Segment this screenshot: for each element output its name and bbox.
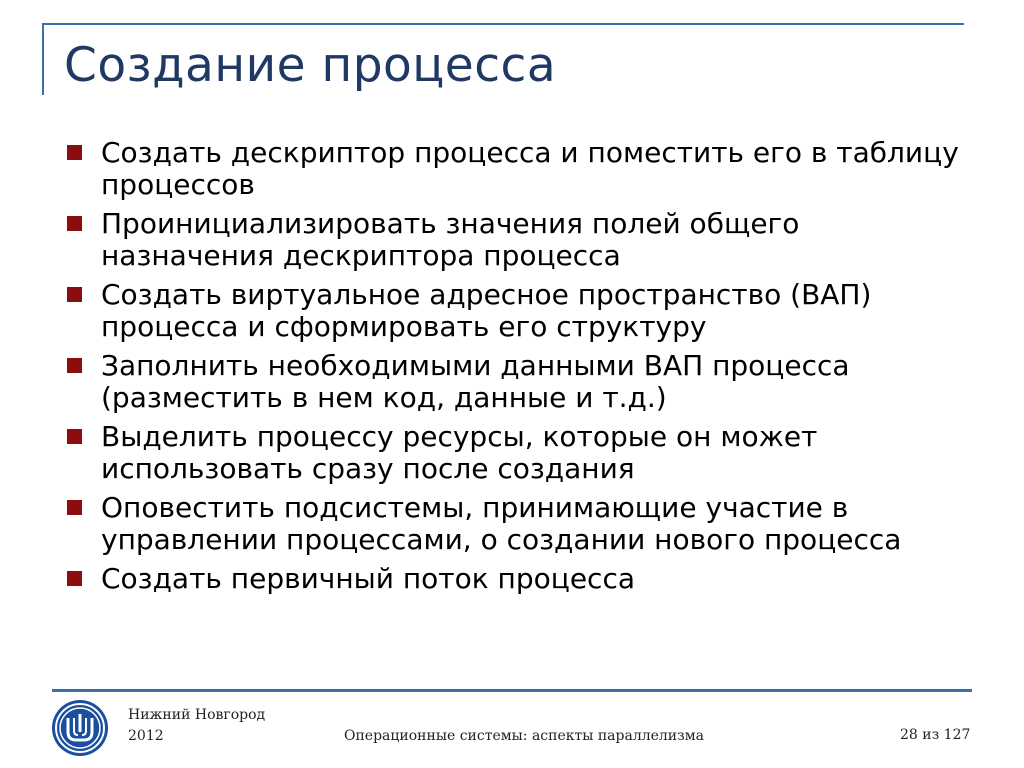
footer-rule: [52, 689, 972, 692]
bullet-item: [66, 350, 966, 414]
square-bullet-icon: [67, 500, 82, 515]
square-bullet-icon: [67, 145, 82, 160]
square-bullet-icon: [67, 429, 82, 444]
bullet-text: Проинициализировать значения полей общего назначения дескриптора процесса: [101, 207, 800, 272]
bullet-item: [66, 421, 966, 485]
bullet-item: [66, 279, 966, 343]
bullet-text: Создать дескриптор процесса и поместить его в таблицу процессов: [101, 136, 959, 201]
bullet-item: [66, 563, 966, 595]
slide-title: Создание процесса: [64, 38, 557, 93]
unn-logo-icon: [50, 698, 110, 758]
bullet-list: [66, 137, 966, 602]
footer-course-title: Операционные системы: аспекты параллелизма: [344, 728, 704, 744]
bullet-item: [66, 492, 966, 556]
bullet-text: Оповестить подсистемы, принимающие участие в управлении процессами, о создании нового процесса: [101, 491, 902, 556]
footer-year: 2012: [128, 728, 164, 744]
page-number: 28 из 127: [900, 727, 971, 743]
square-bullet-icon: [67, 287, 82, 302]
square-bullet-icon: [67, 358, 82, 373]
bullet-text: Выделить процессу ресурсы, которые он может использовать сразу после создания: [101, 420, 818, 485]
bullet-item: [66, 208, 966, 272]
header-rule-horizontal: [42, 23, 964, 25]
bullet-text: Создать виртуальное адресное пространство (ВАП) процесса и сформировать его структуру: [101, 278, 872, 343]
footer-city: Нижний Новгород: [128, 707, 266, 723]
square-bullet-icon: [67, 571, 82, 586]
bullet-text: Заполнить необходимыми данными ВАП процесса (разместить в нем код, данные и т.д.): [101, 349, 850, 414]
header-rule-vertical: [42, 23, 44, 95]
bullet-text: Создать первичный поток процесса: [101, 562, 635, 595]
square-bullet-icon: [67, 216, 82, 231]
bullet-item: [66, 137, 966, 201]
